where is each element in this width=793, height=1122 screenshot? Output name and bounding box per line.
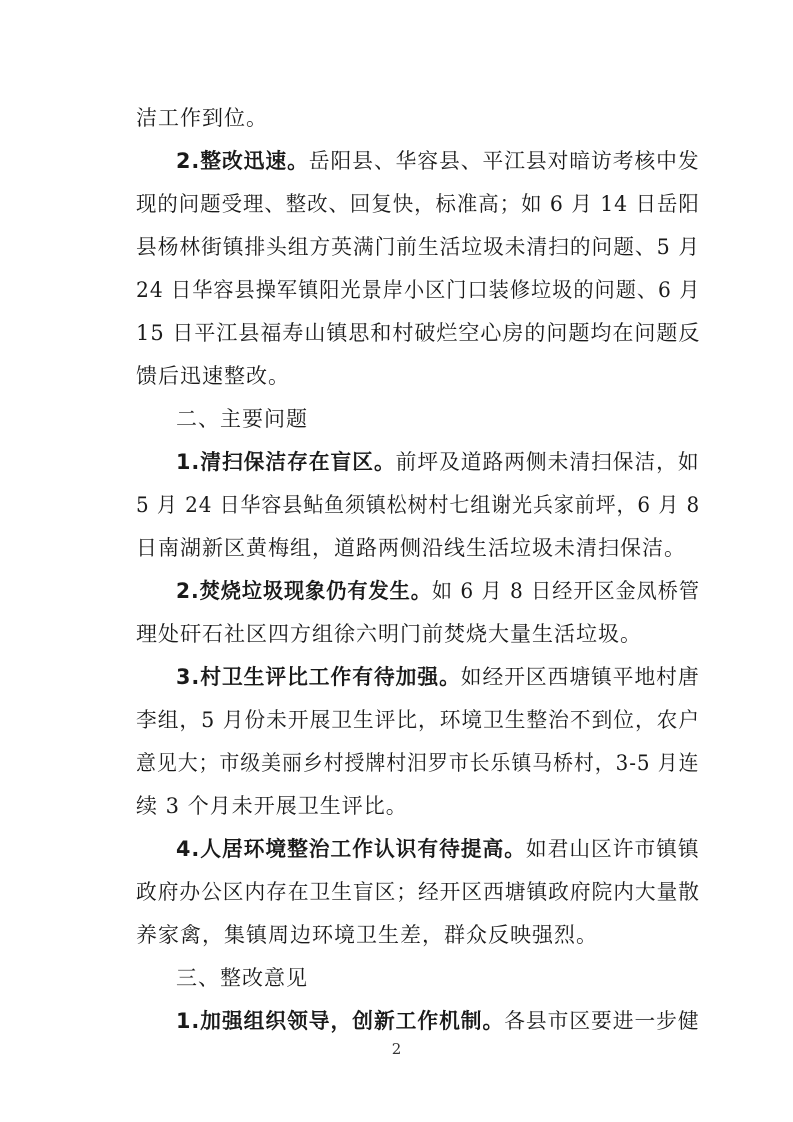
section-heading-text: 三、整改意见: [176, 966, 308, 990]
line-text: 县杨林街镇排头组方英满门前生活垃圾未清扫的问题、5 月: [136, 235, 701, 259]
paragraph-line: [176, 576, 700, 606]
paragraph-line: [176, 146, 700, 176]
paragraph-line: [136, 920, 598, 950]
line-text: 意见大；市级美丽乡村授牌村汨罗市长乐镇马桥村，3-5 月连: [136, 751, 700, 775]
line-text: 现的问题受理、整改、回复快，标准高；如 6 月 14 日岳阳: [136, 192, 700, 216]
paragraph-line: [136, 189, 700, 219]
line-text: 续 3 个月未开展卫生评比。: [136, 794, 408, 818]
paragraph-line: [136, 619, 642, 649]
line-text: 15 日平江县福寿山镇思和村破烂空心房的问题均在问题反: [136, 321, 701, 345]
line-text: 政府办公区内存在卫生盲区；经开区西塘镇政府院内大量散: [136, 880, 700, 904]
paragraph-line: [136, 232, 700, 262]
line-text: 5 月 24 日华容县鲇鱼须镇松树村七组谢光兵家前坪，6 月 8: [136, 493, 701, 517]
point-heading: 2.焚烧垃圾现象仍有发生。: [176, 579, 432, 603]
paragraph-line: [176, 1006, 700, 1036]
line-text: 洁工作到位。: [136, 106, 268, 130]
paragraph-line: [136, 361, 290, 391]
paragraph-line: [136, 490, 700, 520]
line-text: 李组，5 月份未开展卫生评比，环境卫生整治不到位，农户: [136, 708, 701, 732]
line-text: 24 日华容县操军镇阳光景岸小区门口装修垃圾的问题、6 月: [136, 278, 701, 302]
line-text: 如经开区西塘镇平地村唐: [460, 665, 700, 689]
paragraph-line: [136, 275, 700, 305]
paragraph-line: [136, 791, 408, 821]
paragraph-line: [176, 834, 700, 864]
paragraph-line: [176, 447, 700, 477]
point-heading: 2.整改迅速。: [176, 149, 309, 173]
paragraph-line: [136, 877, 700, 907]
line-text: 岳阳县、华容县、平江县对暗访考核中发: [308, 149, 700, 173]
paragraph-line: [136, 318, 700, 348]
line-text: 前坪及道路两侧未清扫保洁，如: [395, 450, 700, 474]
paragraph-line: [136, 533, 686, 563]
paragraph-line: [136, 748, 700, 778]
point-heading: 1.加强组织领导，创新工作机制。: [176, 1009, 505, 1033]
line-text: 日南湖新区黄梅组，道路两侧沿线生活垃圾未清扫保洁。: [136, 536, 686, 560]
page-number: 2: [391, 1040, 402, 1058]
paragraph-line: [136, 103, 268, 133]
paragraph-line: [136, 705, 700, 735]
point-heading: 4.人居环境整治工作认识有待提高。: [176, 837, 526, 861]
line-text: 如 6 月 8 日经开区金凤桥管: [431, 579, 701, 603]
line-text: 养家禽，集镇周边环境卫生差，群众反映强烈。: [136, 923, 598, 947]
line-text: 馈后迅速整改。: [136, 364, 290, 388]
paragraph-line: [176, 662, 700, 692]
line-text: 如君山区许市镇镇: [525, 837, 700, 861]
point-heading: 3.村卫生评比工作有待加强。: [176, 665, 461, 689]
section-heading: [176, 963, 308, 993]
section-heading-text: 二、主要问题: [176, 407, 308, 431]
line-text: 理处矸石社区四方组徐六明门前焚烧大量生活垃圾。: [136, 622, 642, 646]
line-text: 各县市区要进一步健: [504, 1009, 700, 1033]
section-heading: [176, 404, 308, 434]
point-heading: 1.清扫保洁存在盲区。: [176, 450, 396, 474]
